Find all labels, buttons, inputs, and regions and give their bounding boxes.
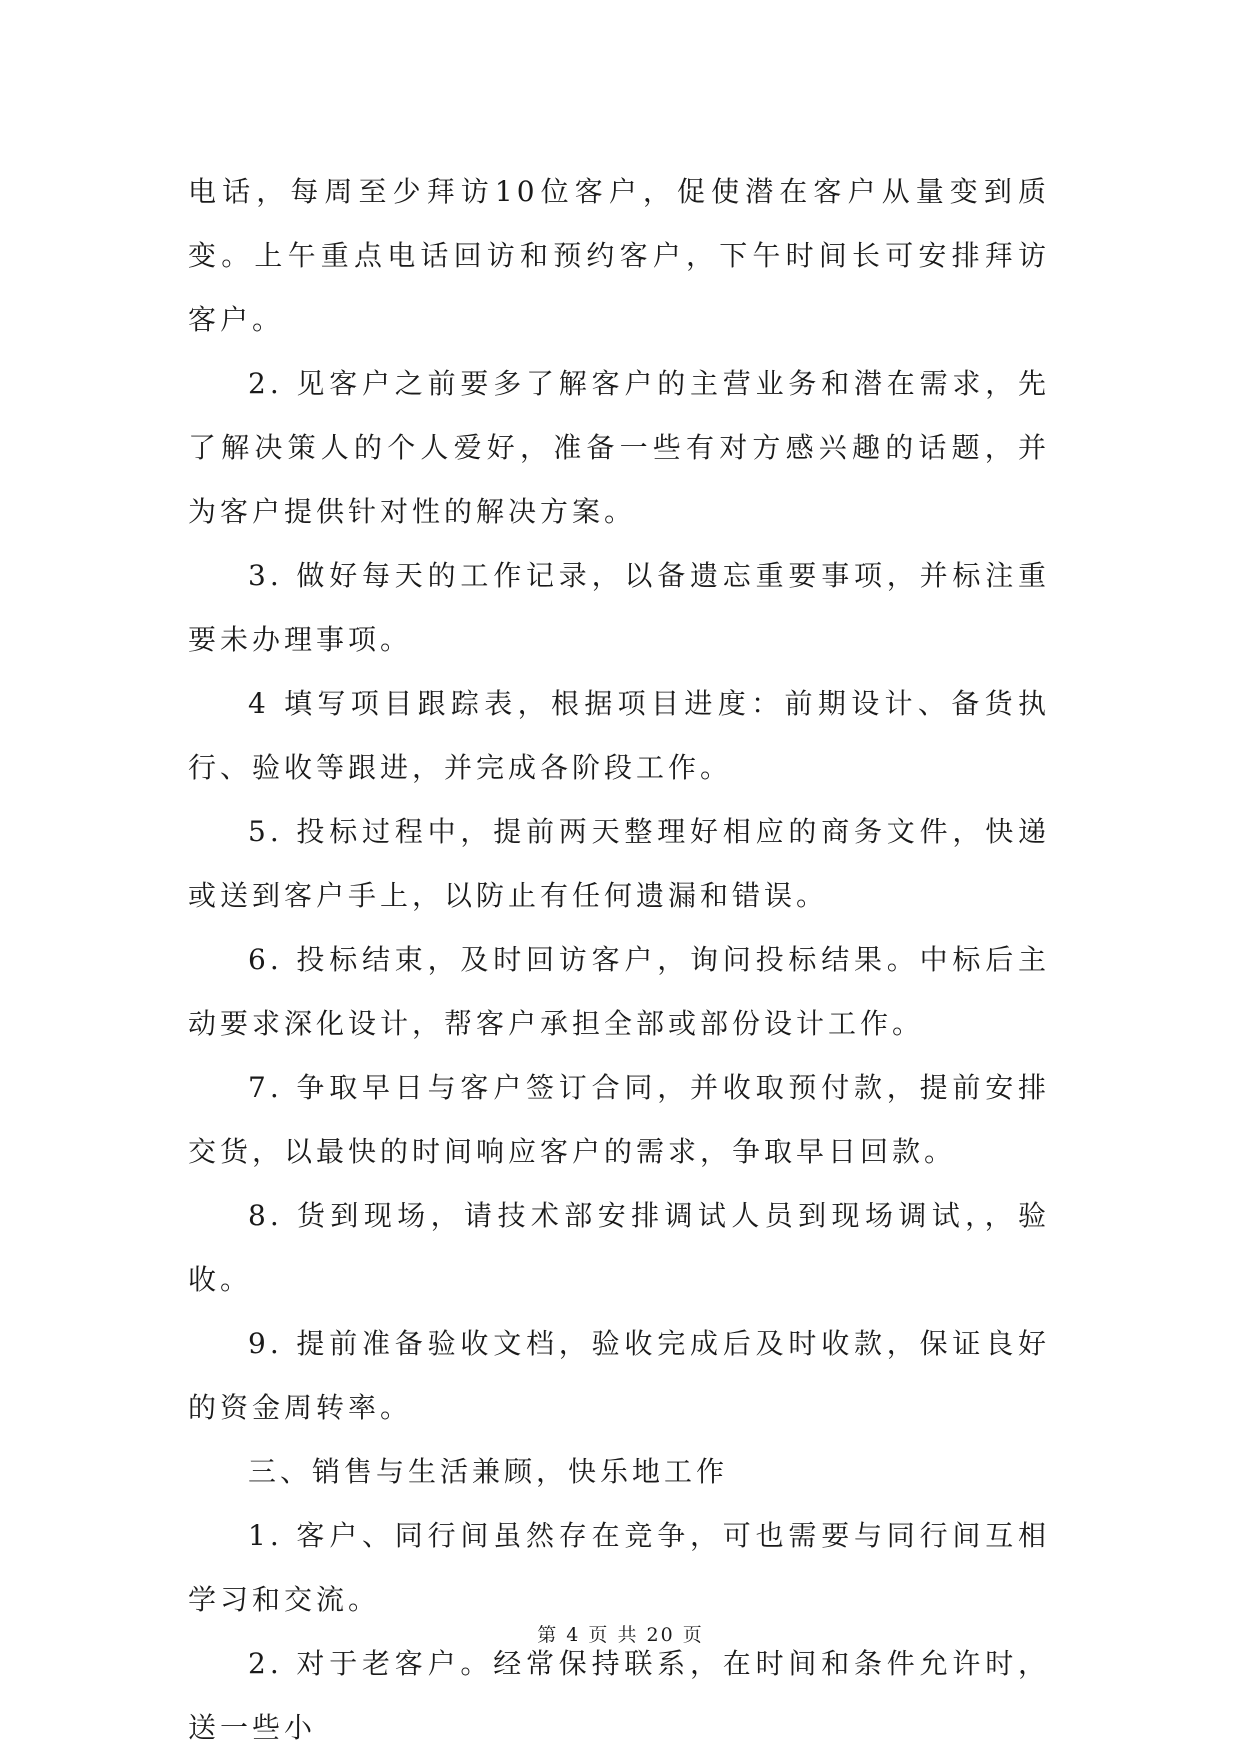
paragraph: 4 填写项目跟踪表，根据项目进度：前期设计、备货执行、验收等跟进，并完成各阶段工作。 (188, 687, 1050, 784)
paragraph: 8. 货到现场，请技术部安排调试人员到现场调试，，验收。 (188, 1199, 1050, 1296)
paragraph: 电话，每周至少拜访10位客户，促使潜在客户从量变到质变。上午重点电话回访和预约客户，下午时间长可安排拜访客户。 (188, 175, 1050, 336)
paragraph: 2. 对于老客户。经常保持联系，在时间和条件允许时，送一些小 (188, 1647, 1050, 1744)
section-heading: 三、销售与生活兼顾，快乐地工作 (248, 1455, 729, 1488)
paragraph: 9. 提前准备验收文档，验收完成后及时收款，保证良好的资金周转率。 (188, 1327, 1050, 1424)
paragraph: 6. 投标结束，及时回访客户，询问投标结果。中标后主动要求深化设计，帮客户承担全部或部份设计工作。 (188, 943, 1050, 1040)
paragraph: 7. 争取早日与客户签订合同，并收取预付款，提前安排交货，以最快的时间响应客户的需求，争取早日回款。 (188, 1071, 1050, 1168)
paragraph: 2. 见客户之前要多了解客户的主营业务和潜在需求，先了解决策人的个人爱好，准备一些有对方感兴趣的话题，并为客户提供针对性的解决方案。 (188, 367, 1050, 528)
document-body (188, 160, 1050, 1760)
paragraph: 1. 客户、同行间虽然存在竞争，可也需要与同行间互相学习和交流。 (188, 1519, 1050, 1616)
page-number-footer: 第 4 页 共 20 页 (537, 1624, 704, 1646)
paragraph: 3. 做好每天的工作记录，以备遗忘重要事项，并标注重要未办理事项。 (188, 559, 1050, 656)
paragraph: 5. 投标过程中，提前两天整理好相应的商务文件，快递或送到客户手上，以防止有任何遗漏和错误。 (188, 815, 1050, 912)
